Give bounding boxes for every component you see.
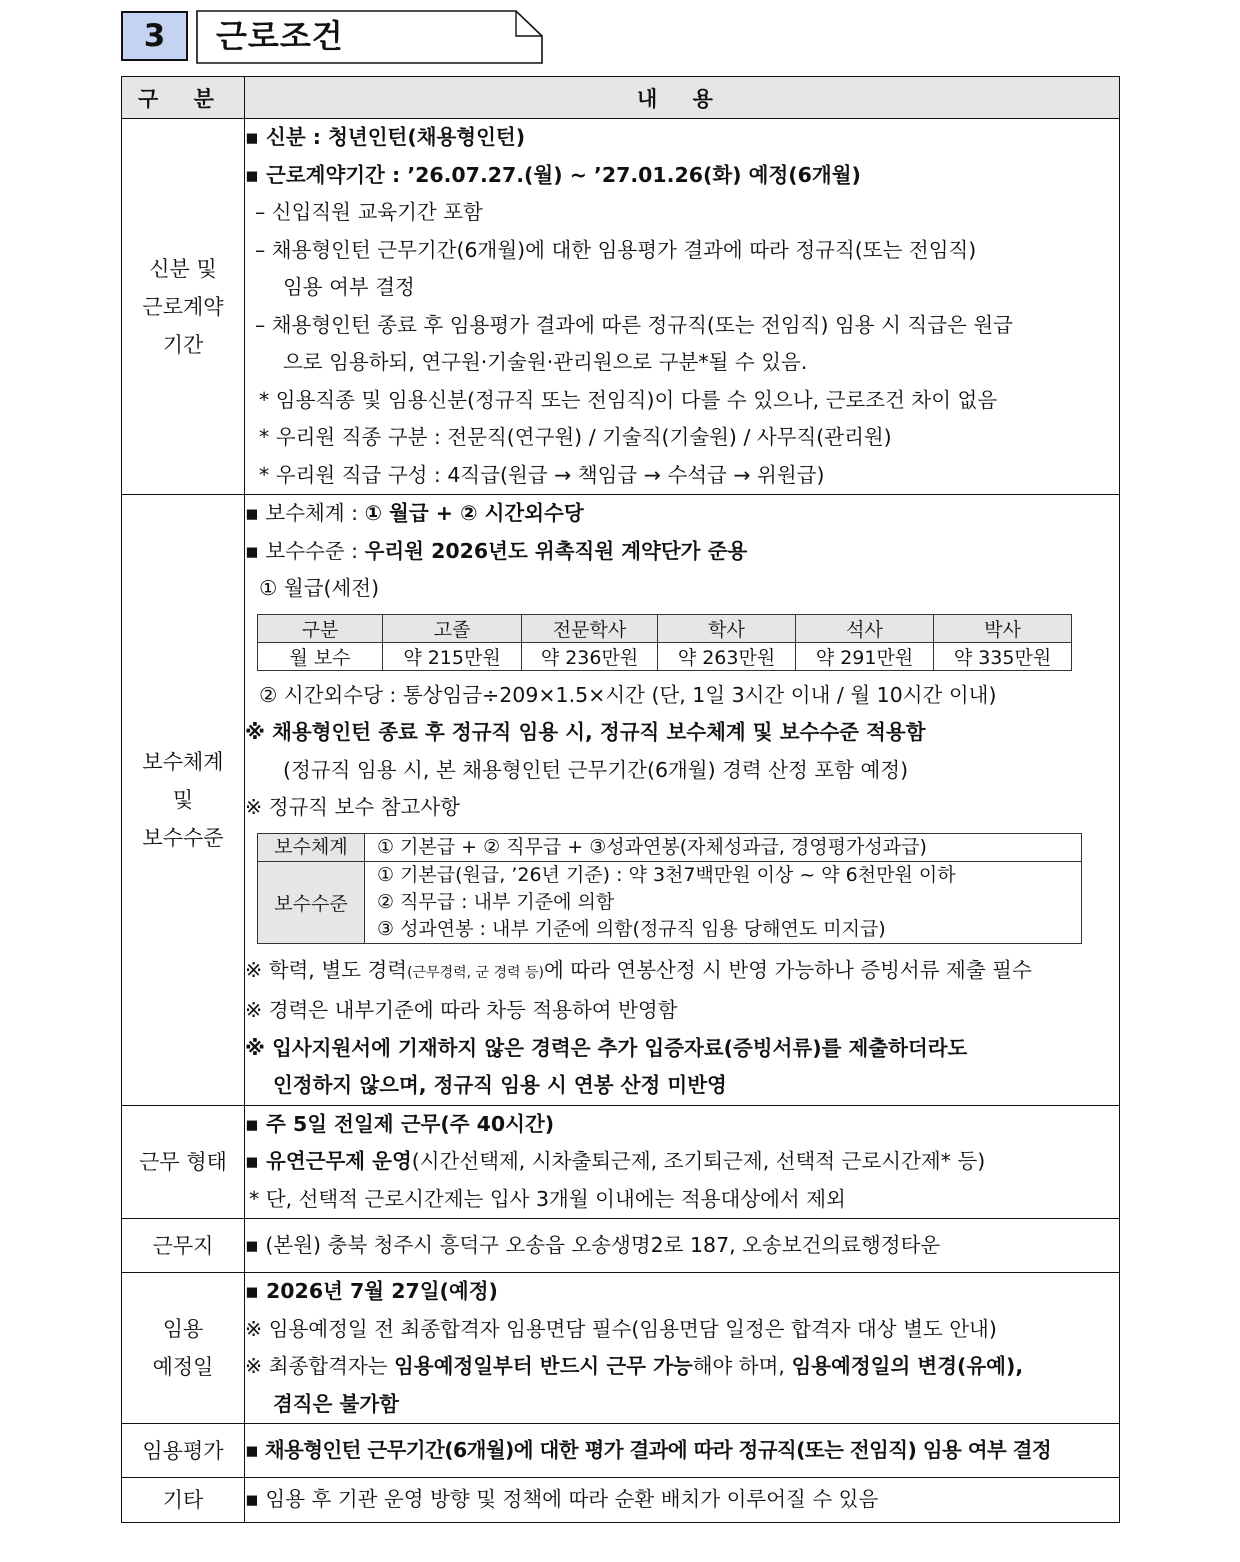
- section-number: 3: [121, 11, 188, 61]
- row-label: 기타: [122, 1478, 245, 1523]
- reference-table: [257, 833, 1082, 944]
- salary-table-row: 월 보수 약 215만원 약 236만원 약 263만원 약 291만원 약 335만원: [258, 642, 1072, 670]
- row-employment: [122, 119, 1120, 495]
- salary-table: [257, 614, 1072, 671]
- row-label: 신분 및 근로계약 기간: [122, 119, 245, 495]
- row-label: 근무지: [122, 1219, 245, 1273]
- row-start-date: [122, 1273, 1120, 1424]
- row-salary: [122, 495, 1120, 1106]
- row-work-type: [122, 1105, 1120, 1219]
- salary-table-header: 구분 고졸 전문학사 학사 석사 박사: [258, 614, 1072, 642]
- row-content: ▪ 신분 : 청년인턴(채용형인턴) ▪ 근로계약기간 : ’26.07.27.(월) ~ ’27.01.26(화) 예정(6개월) – 신입직원 교육기간 포함 – 채용형인턴 근무기간(6개월)에 대한 임용평가 결과에 따라 정규직(또는 전임직) 임용 여부 결정 – 채용형인턴 종료 후 임용평가 결과에 따른 정규직(또는 전임직) 임용 시 직급은 원급 으로 임용하되, 연구원·기술원·관리원으로 구분*될 수 있음. * 임용직종 및 임용신분(정규직 또는 전임직)이 다를 수 있으나, 근로조건 차이 없음 * 우리원 직종 구분 : 전문직(연구원) / 기술직(기술원) / 사무직(관리원) * 우리원 직급 구성 : 4직급(원급 → 책임급 → 수석급 → 위원급): [245, 119, 1120, 495]
- row-etc: [122, 1478, 1120, 1523]
- reference-row: 보수체계 ① 기본급 + ② 직무급 + ③성과연봉(자체성과급, 경영평가성과급): [258, 833, 1082, 861]
- row-label: 임용평가: [122, 1424, 245, 1478]
- reference-row: 보수수준 ① 기본급(원급, ’26년 기준) : 약 3천7백만원 이상 ~ 약 6천만원 이하 ② 직무급 : 내부 기준에 의함 ③ 성과연봉 : 내부 기준에 의함(정규직 임용 당해연도 미지급): [258, 861, 1082, 943]
- header-content: 내 용: [245, 77, 1120, 119]
- row-evaluation: [122, 1424, 1120, 1478]
- section-title: 근로조건: [216, 17, 344, 55]
- row-content: ▪ 채용형인턴 근무기간(6개월)에 대한 평가 결과에 따라 정규직(또는 전임직) 임용 여부 결정: [245, 1424, 1120, 1478]
- row-content: ▪ 임용 후 기관 운영 방향 및 정책에 따라 순환 배치가 이루어질 수 있음: [245, 1478, 1120, 1523]
- row-content: ▪ 보수체계 : ① 월급 + ② 시간외수당 ▪ 보수수준 : 우리원 2026년도 위촉직원 계약단가 준용 ① 월급(세전) 구분 고졸 전문학사 학사 석사 박사 월 보수 약 215만원 약 236만원 약 263만원 약 291만원 약 335만원 ② 시간외수당 : 통상임금÷209×1.5×시간 (단, 1일 3시간 이내 / 월 10시간 이내) ※ 채용형인턴 종료 후 정규직 임용 시, 정규직 보수체계 및 보수수준 적용함 (정규직 임용 시, 본 채용형인턴 근무기간(6개월) 경력 산정 포함 예정) ※ 정규직 보수 참고사항 보수체계 ① 기본급 + ② 직무급 + ③성과연봉(자체성과급, 경영평가성과급) 보수수준 ① 기본급(원급, ’26년 기준) : 약 3천7백만원 이상 ~ 약 6천만원 이하 ② 직무급 : 내부 기준에 의함 ③ 성과연봉 : 내부 기준에 의함(정규직 임용 당해연도 미지급) ※ 학력, 별도 경력(근무경력, 군 경력 등)에 따라 연봉산정 시 반영 가능하나 증빙서류 제출 필수 ※ 경력은 내부기준에 따라 차등 적용하여 반영함 ※ 입사지원서에 기재하지 않은 경력은 추가 입증자료(증빙서류)를 제출하더라도 인정하지 않으며, 정규직 임용 시 연봉 산정 미반영: [245, 495, 1120, 1106]
- row-label: 근무 형태: [122, 1105, 245, 1219]
- table-header-row: [122, 77, 1120, 119]
- row-label: 보수체계 및 보수수준: [122, 495, 245, 1106]
- row-content: ▪ 2026년 7월 27일(예정) ※ 임용예정일 전 최종합격자 임용면담 필수(임용면담 일정은 합격자 대상 별도 안내) ※ 최종합격자는 임용예정일부터 반드시 근무 가능해야 하며, 임용예정일의 변경(유예), 겸직은 불가함: [245, 1273, 1120, 1424]
- row-content: ▪ (본원) 충북 청주시 흥덕구 오송읍 오송생명2로 187, 오송보건의료행정타운: [245, 1219, 1120, 1273]
- conditions-table: [121, 76, 1120, 1523]
- header-category: 구 분: [122, 77, 245, 119]
- row-location: [122, 1219, 1120, 1273]
- row-content: ▪ 주 5일 전일제 근무(주 40시간) ▪ 유연근무제 운영(시간선택제, 시차출퇴근제, 조기퇴근제, 선택적 근로시간제* 등) * 단, 선택적 근로시간제는 입사 3개월 이내에는 적용대상에서 제외: [245, 1105, 1120, 1219]
- row-label: 임용 예정일: [122, 1273, 245, 1424]
